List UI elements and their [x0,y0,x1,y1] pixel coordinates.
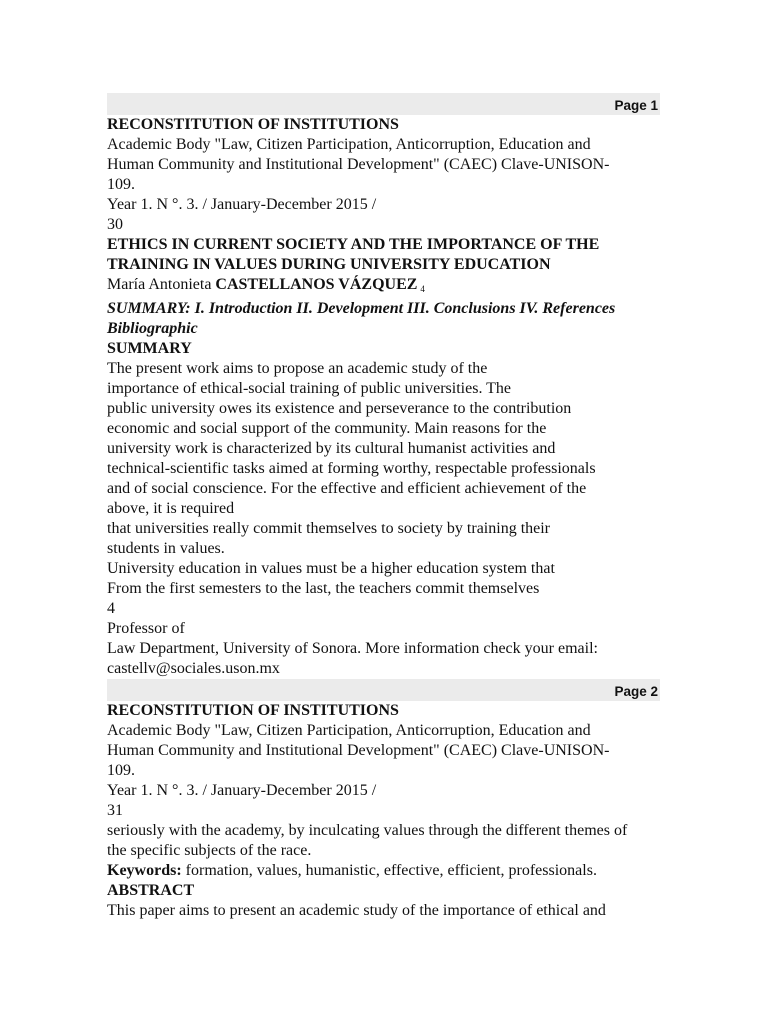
journal-line: Human Community and Institutional Development" (CAEC) Clave-UNISON- [107,742,610,759]
summary-line: University education in values must be a higher education system that [107,560,555,577]
footnote-line: Law Department, University of Sonora. More information check your email: [107,640,598,657]
page-header-1 [107,93,660,115]
journal-line: 109. [107,762,135,779]
journal-line: Human Community and Institutional Development" (CAEC) Clave-UNISON- [107,156,610,173]
keywords-text: formation, values, humanistic, effective, efficient, professionals. [181,862,597,879]
summary-line: that universities really commit themselves to society by training their [107,520,551,537]
article-title-line: ETHICS IN CURRENT SOCIETY AND THE IMPORTANCE OF THE [107,236,600,253]
page-label: Page 2 [614,684,658,699]
summary-line: and of social conscience. For the effective and efficient achievement of the [107,480,587,497]
page-number: 30 [107,216,123,233]
issue-line: Year 1. N °. 3. / January-December 2015 / [107,782,377,799]
footnote-email[interactable]: castellv@sociales.uson.mx [107,660,280,677]
document [107,93,660,921]
journal-line: Academic Body "Law, Citizen Participation, Anticorruption, Education and [107,722,591,739]
author-line [107,275,660,299]
summary-line: above, it is required [107,500,235,517]
summary-line: The present work aims to propose an academic study of the [107,360,488,377]
contents-line: Bibliographic [107,320,198,337]
abstract-line: This paper aims to present an academic study of the importance of ethical and [107,902,606,919]
author-first-name: María Antonieta [107,276,212,293]
journal-title: RECONSTITUTION OF INSTITUTIONS [107,116,399,133]
body-line: the specific subjects of the race. [107,842,312,859]
summary-line: importance of ethical-social training of public universities. The [107,380,512,397]
author-last-name: CASTELLANOS VÁZQUEZ [215,276,418,293]
summary-heading: SUMMARY [107,340,192,357]
footnote-line: Professor of [107,620,185,637]
abstract-heading: ABSTRACT [107,882,195,899]
body-line: seriously with the academy, by inculcating values through the different themes of [107,822,628,839]
contents-line: SUMMARY: I. Introduction II. Development III. Conclusions IV. References [107,300,616,317]
keywords-line [107,861,660,881]
page-label: Page 1 [614,98,658,113]
page-number: 31 [107,802,123,819]
journal-line: 109. [107,176,135,193]
summary-line: economic and social support of the community. Main reasons for the [107,420,547,437]
page-header-2 [107,679,660,701]
summary-line: technical-scientific tasks aimed at forming worthy, respectable professionals [107,460,596,477]
author-footnote-ref[interactable]: 4 [420,284,425,294]
journal-line: Academic Body "Law, Citizen Participation, Anticorruption, Education and [107,136,591,153]
article-title-line: TRAINING IN VALUES DURING UNIVERSITY EDUCATION [107,256,551,273]
summary-line: students in values. [107,540,225,557]
keywords-label: Keywords: [107,862,182,879]
footnote-number: 4 [107,600,115,617]
issue-line: Year 1. N °. 3. / January-December 2015 / [107,196,377,213]
summary-line: university work is characterized by its cultural humanist activities and [107,440,556,457]
summary-line: public university owes its existence and perseverance to the contribution [107,400,572,417]
summary-line: From the first semesters to the last, the teachers commit themselves [107,580,540,597]
journal-title: RECONSTITUTION OF INSTITUTIONS [107,702,399,719]
